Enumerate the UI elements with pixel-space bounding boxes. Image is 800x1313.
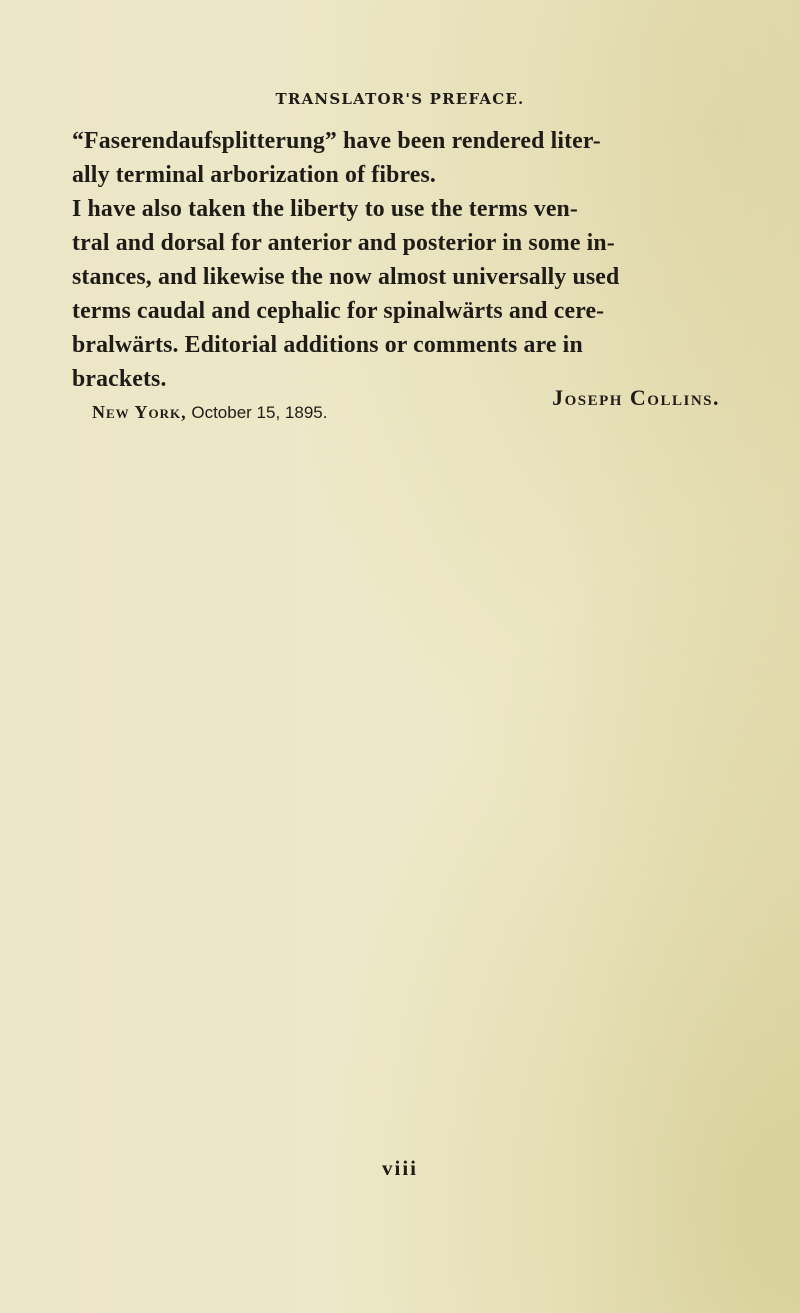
text-line: stances, and likewise the now almost universally used — [72, 264, 620, 290]
preface-body — [72, 124, 712, 396]
translator-signature: Joseph Collins. — [552, 385, 720, 410]
text-line: brackets. — [72, 366, 167, 392]
text-line: tral and dorsal for anterior and posterior in some in- — [72, 230, 615, 256]
text-line: I have also taken the liberty to use the terms ven- — [72, 196, 579, 222]
text-line: “Faserendaufsplitterung” have been rendered liter- — [72, 128, 601, 154]
dateline-place: New York, — [92, 402, 187, 422]
text-line: bralwärts. Editorial additions or comments are in — [72, 332, 583, 358]
text-line: terms caudal and cephalic for spinalwärts and cere- — [72, 298, 605, 324]
page-number: viii — [381, 1156, 418, 1180]
text-line: ally terminal arborization of fibres. — [72, 162, 436, 188]
dateline — [92, 402, 327, 423]
running-head: TRANSLATOR'S PREFACE. — [275, 90, 525, 108]
dateline-date: October 15, 1895. — [191, 403, 328, 422]
